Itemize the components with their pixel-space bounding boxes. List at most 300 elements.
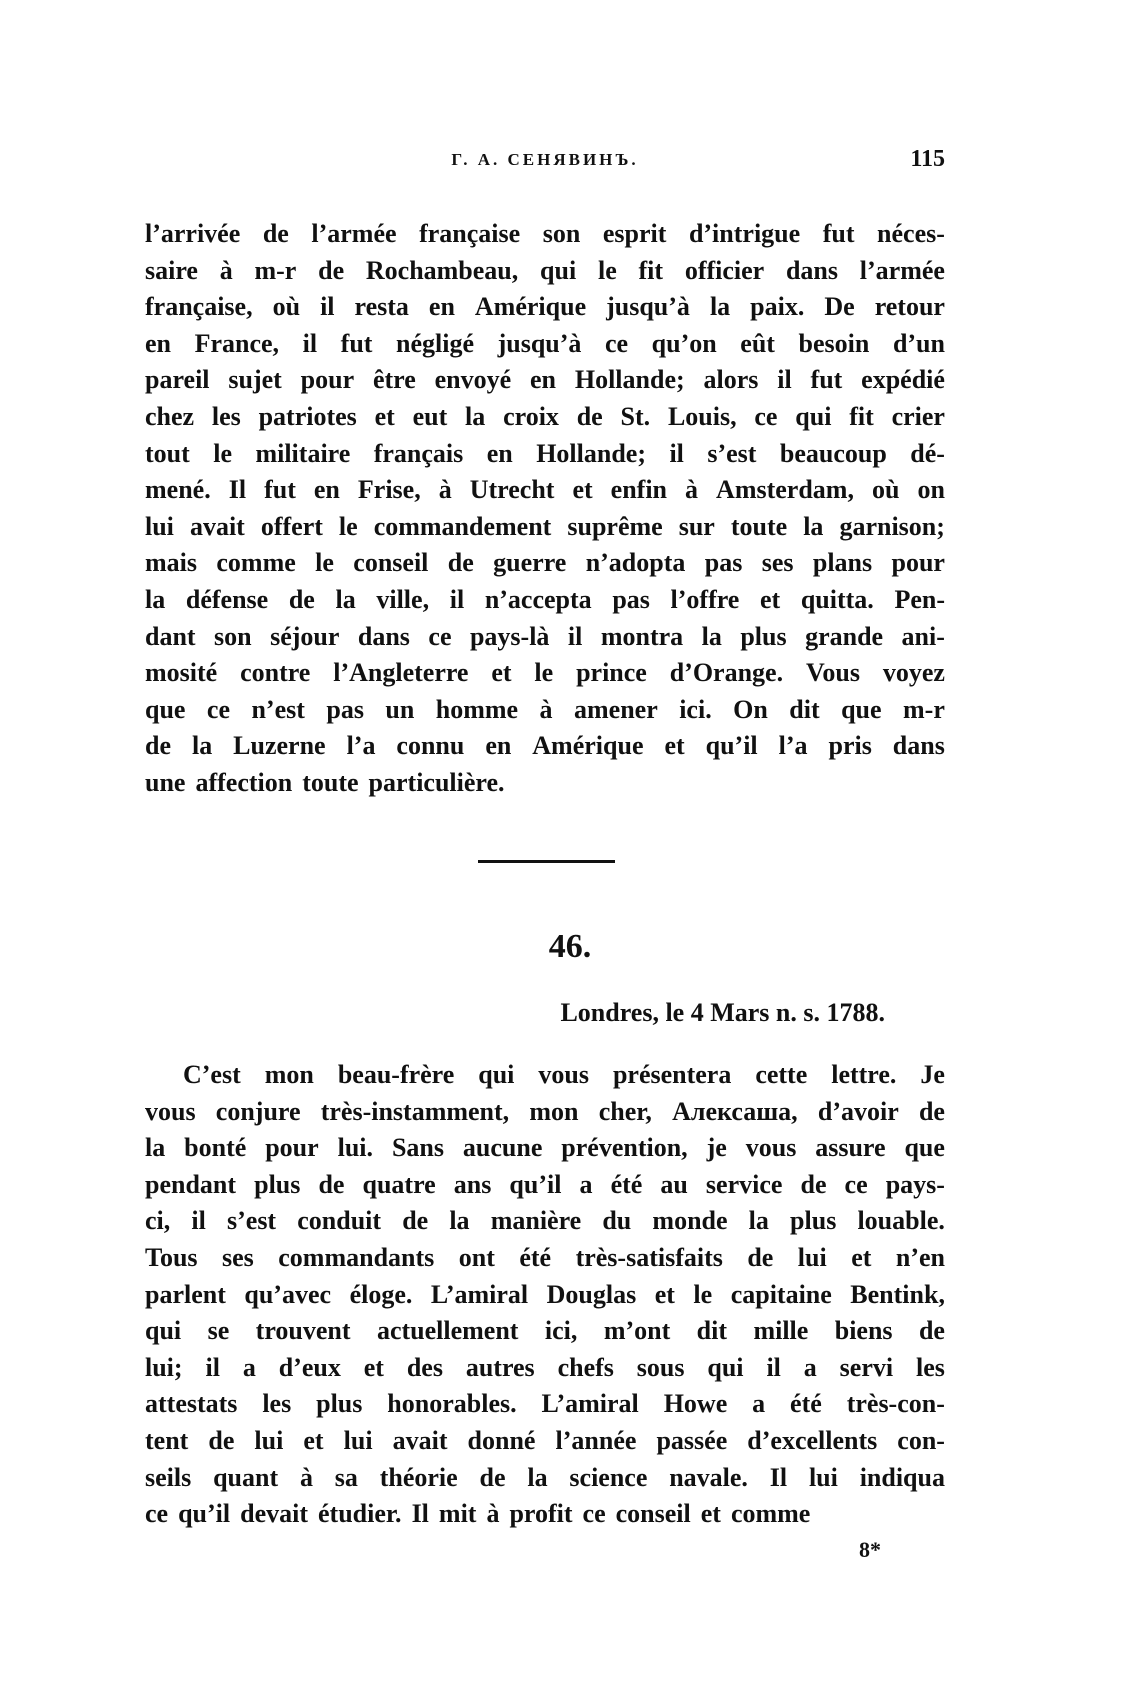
word: lui (808, 1462, 838, 1492)
word: commandants (278, 1242, 435, 1272)
word: il (302, 328, 318, 358)
word: Hollande; (574, 365, 685, 395)
word: Je (920, 1060, 945, 1089)
word: la (145, 584, 166, 614)
word: que (904, 1133, 945, 1163)
word: conjure (215, 1096, 301, 1126)
word: les (211, 401, 241, 431)
word: science (569, 1462, 648, 1492)
word: a (242, 1352, 256, 1382)
word: vous (538, 1060, 589, 1089)
word: C’est (183, 1060, 241, 1089)
section-divider (478, 860, 615, 863)
word: il (669, 438, 684, 468)
word: fut (822, 219, 855, 248)
text-line (145, 1423, 945, 1460)
word: voyez (882, 658, 945, 688)
word: et (572, 475, 593, 505)
word: L’amiral (541, 1389, 639, 1419)
word: De (824, 292, 855, 322)
word: cette (755, 1060, 808, 1089)
word: française, (145, 292, 253, 322)
word: m’ont (603, 1316, 671, 1346)
word: la (803, 511, 824, 541)
word: ont (458, 1242, 495, 1272)
word: chefs (557, 1352, 614, 1382)
word: du (602, 1206, 632, 1236)
word: il (205, 1352, 220, 1382)
word: service (705, 1169, 783, 1199)
page-number: 115 (910, 146, 945, 172)
word: con- (897, 1425, 945, 1455)
word: conseil (615, 1499, 691, 1529)
word: a (803, 1352, 817, 1382)
word: des (406, 1352, 443, 1382)
word: qu’il (509, 1169, 562, 1199)
word: au (660, 1169, 688, 1199)
word: de (318, 255, 345, 285)
word: de (747, 1242, 774, 1272)
word: cher, (598, 1096, 652, 1126)
word: eût (740, 328, 775, 358)
word: le (597, 255, 617, 285)
text-line (145, 1386, 945, 1423)
word: L’amiral (430, 1279, 529, 1309)
word: d’eux (278, 1352, 341, 1382)
word: de (918, 1316, 945, 1346)
word: que (145, 694, 186, 724)
word: ce (844, 1169, 868, 1199)
word: où (871, 475, 900, 505)
text-line (145, 1130, 945, 1167)
word: Howe (663, 1389, 728, 1419)
word: Pen- (894, 584, 945, 614)
word: bonté (184, 1133, 247, 1163)
word: plus (740, 621, 787, 651)
word: n’en (895, 1242, 945, 1272)
word: son (542, 219, 581, 248)
word: militaire (255, 438, 351, 468)
word: en (530, 365, 557, 395)
text-line (145, 582, 945, 619)
word: à (299, 1462, 313, 1492)
word: plans (812, 548, 873, 578)
word: pareil (145, 365, 210, 395)
word: lui; (145, 1352, 183, 1382)
word: à (219, 255, 233, 285)
text-line (145, 326, 945, 363)
word: a (579, 1169, 593, 1199)
word: garnison; (839, 511, 945, 541)
word: aucune (462, 1133, 543, 1163)
word: d’Orange. (669, 658, 784, 688)
word: Luzerne (233, 731, 326, 761)
text-line (145, 289, 945, 326)
word: à (438, 475, 452, 505)
word: la (145, 1133, 166, 1163)
word: mais (145, 548, 197, 578)
word: pendant (145, 1169, 237, 1199)
word: attestats (145, 1389, 238, 1419)
word: ville, (376, 584, 430, 614)
word: commandement (373, 511, 552, 541)
word: suprême (567, 511, 663, 541)
word: ses (761, 548, 794, 578)
word: jusqu’à (606, 292, 690, 322)
word: fut (810, 365, 843, 395)
word: Frise, (357, 475, 421, 505)
text-line (145, 436, 945, 473)
word: conduit (297, 1206, 382, 1236)
word: Il (228, 475, 247, 505)
word: qui (145, 1316, 182, 1346)
word: théorie (379, 1462, 458, 1492)
word: lui (343, 1425, 373, 1455)
word: qui (795, 401, 832, 431)
word: quitta. (800, 584, 874, 614)
word: plus (316, 1389, 363, 1419)
word: une (145, 767, 186, 797)
word: le (315, 548, 334, 578)
word: ici. (679, 694, 712, 724)
word: particulière. (368, 767, 505, 797)
word: fit (849, 401, 874, 431)
text-line (145, 1094, 945, 1131)
text-line (145, 1350, 945, 1387)
word: séjour (270, 621, 340, 651)
word: pour (265, 1133, 319, 1163)
word: très-instamment, (320, 1096, 510, 1126)
word: Hollande; (536, 438, 646, 468)
word: contre (240, 658, 311, 688)
word: lui (145, 511, 174, 541)
word: son (214, 621, 252, 651)
word: mosité (145, 658, 218, 688)
word: Rochambeau, (365, 255, 519, 285)
word: ses (222, 1242, 254, 1272)
word: de (447, 548, 474, 578)
word: seils (145, 1462, 192, 1492)
word: donné (467, 1425, 536, 1455)
word: dé- (910, 438, 945, 468)
word: prince (576, 658, 647, 688)
word: crier (891, 401, 945, 431)
text-line (145, 1240, 945, 1277)
word: l’armée (311, 219, 397, 248)
word: française (419, 219, 521, 248)
word: capitaine (730, 1279, 832, 1309)
word: ce (605, 328, 629, 358)
word: qu’avec (244, 1279, 332, 1309)
word: sous (636, 1352, 685, 1382)
text-line (145, 728, 945, 765)
word: à (685, 475, 699, 505)
word: Il (411, 1499, 429, 1529)
word: dans (785, 255, 839, 285)
word: ce (206, 694, 231, 724)
word: toute (302, 767, 359, 797)
word: se (207, 1316, 230, 1346)
word: alors (703, 365, 759, 395)
word: amener (574, 694, 658, 724)
word: resta (354, 292, 409, 322)
word: chez (145, 401, 195, 431)
continued-paragraph (145, 216, 945, 802)
word: n’adopta (585, 548, 686, 578)
word: ani- (901, 621, 945, 651)
text-line (145, 472, 945, 509)
word: Amsterdam, (716, 475, 854, 505)
text-line (145, 1460, 945, 1497)
word: pas (326, 694, 364, 724)
text-line (145, 399, 945, 436)
word: enfin (610, 475, 668, 505)
word: vous (145, 1096, 196, 1126)
word: patriotes (258, 401, 357, 431)
word: On (733, 694, 768, 724)
text-line (145, 655, 945, 692)
word: Douglas (546, 1279, 637, 1309)
word: Utrecht (469, 475, 555, 505)
word: prévention, (561, 1133, 688, 1163)
word: dit (696, 1316, 728, 1346)
letter-paragraph (145, 1057, 945, 1533)
word: le (693, 1279, 713, 1309)
word: grande (805, 621, 884, 651)
text-line (145, 692, 945, 729)
word: profit (509, 1499, 573, 1529)
word: vous (745, 1133, 797, 1163)
word: tent (145, 1425, 189, 1455)
word: et (654, 1279, 675, 1309)
word: Bentink, (850, 1279, 945, 1309)
word: sa (334, 1462, 358, 1492)
word: on (917, 475, 945, 505)
word: Tous (145, 1242, 198, 1272)
word: l’Angleterre (333, 658, 469, 688)
word: monde (652, 1206, 728, 1236)
word: il (449, 584, 465, 614)
word: sujet (228, 365, 282, 395)
word: et (664, 731, 685, 761)
word: à (486, 1499, 500, 1529)
word: qui (707, 1352, 744, 1382)
word: d’intrigue (688, 219, 801, 248)
word: saire (145, 255, 198, 285)
word: d’avoir (817, 1096, 899, 1126)
word: Amérique (474, 292, 587, 322)
word: actuellement (376, 1316, 519, 1346)
word: pas (612, 584, 650, 614)
word: qu’il (178, 1499, 231, 1529)
word: fit (638, 255, 664, 285)
word: beau-frère (337, 1060, 455, 1089)
word: lui (797, 1242, 827, 1272)
word: expédié (861, 365, 945, 395)
running-title: Г. А. СЕНЯВИНЪ. (451, 150, 639, 169)
word: m-r (903, 694, 945, 724)
word: dit (789, 694, 820, 724)
word: le (534, 658, 554, 688)
word: de (479, 1462, 506, 1492)
word: Sans (391, 1133, 444, 1163)
word: n’accepta (484, 584, 592, 614)
word: et (759, 584, 781, 614)
word: officier (684, 255, 765, 285)
word: lui (254, 1425, 284, 1455)
word: servi (839, 1352, 894, 1382)
word: de (145, 731, 171, 761)
text-line (145, 216, 945, 253)
word: comme (730, 1499, 811, 1529)
word: la (465, 401, 486, 431)
text-line (145, 1496, 945, 1533)
word: l’offre (670, 584, 740, 614)
word: l’armée (859, 255, 945, 285)
word: l’arrivée (145, 219, 241, 248)
word: le (213, 438, 232, 468)
word: toute (730, 511, 788, 541)
word: n’est (251, 694, 305, 724)
word: s’est (707, 438, 757, 468)
word: en (485, 731, 512, 761)
text-line (145, 765, 945, 802)
word: manière (490, 1206, 582, 1236)
word: plus (254, 1169, 301, 1199)
word: être (372, 365, 416, 395)
letter-number: 46. (548, 928, 592, 965)
word: trouvent (255, 1316, 351, 1346)
word: négligé (396, 328, 475, 358)
word: de (402, 1206, 429, 1236)
word: ci, (145, 1206, 171, 1236)
word: besoin (798, 328, 870, 358)
word: Louis, (667, 401, 737, 431)
word: biens (834, 1316, 893, 1346)
word: paix. (750, 292, 805, 322)
word: sur (678, 511, 715, 541)
text-line (145, 509, 945, 546)
word: de (918, 1096, 945, 1126)
word: la (335, 584, 356, 614)
word: très-satisfaits (575, 1242, 723, 1272)
word: offert (260, 511, 323, 541)
word: éloge. (349, 1279, 413, 1309)
word: pour (891, 548, 945, 578)
word: l’a (346, 731, 376, 761)
word: de (318, 1169, 345, 1199)
word: pays- (885, 1169, 945, 1199)
text-line (145, 1057, 945, 1094)
word: de (800, 1169, 827, 1199)
word: conseil (353, 548, 429, 578)
word: de (208, 1425, 235, 1455)
word: jusqu’à (497, 328, 582, 358)
word: mille (753, 1316, 809, 1346)
word: été (610, 1169, 643, 1199)
word: fut (264, 475, 296, 505)
word: qu’il (705, 731, 758, 761)
word: et (700, 1499, 721, 1529)
word: St. (620, 401, 651, 431)
word: autres (465, 1352, 535, 1382)
word: en (486, 438, 513, 468)
word: de (576, 401, 603, 431)
word: en (145, 328, 171, 358)
text-line (145, 1277, 945, 1314)
word: quatre (362, 1169, 436, 1199)
word: qui (540, 255, 577, 285)
word: dant (145, 621, 196, 651)
word: il (191, 1206, 206, 1236)
text-line (145, 1203, 945, 1240)
word: louable. (857, 1206, 945, 1236)
word: à (539, 694, 553, 724)
word: en (313, 475, 340, 505)
word: croix (503, 401, 559, 431)
word: néces- (877, 219, 945, 248)
word: mon (264, 1060, 314, 1089)
word: quant (213, 1462, 279, 1492)
word: connu (396, 731, 465, 761)
word: il (766, 1352, 781, 1382)
word: et (491, 658, 512, 688)
word: la (701, 621, 722, 651)
word: la (709, 292, 731, 322)
word: s’est (227, 1206, 277, 1236)
word: lettre. (831, 1060, 897, 1089)
word: devait (240, 1499, 309, 1529)
word: montra (600, 621, 684, 651)
word: la (191, 731, 213, 761)
word: mit (438, 1499, 477, 1529)
word: mon (529, 1096, 579, 1126)
text-line (145, 619, 945, 656)
text-line (145, 253, 945, 290)
word: envoyé (434, 365, 512, 395)
word: en (428, 292, 455, 322)
word: pour (300, 365, 355, 395)
word: la (527, 1462, 548, 1492)
word: Il (769, 1462, 788, 1492)
text-line (145, 362, 945, 399)
word: mené. (145, 475, 211, 505)
word: le (338, 511, 358, 541)
word: les (915, 1352, 945, 1382)
word: la (449, 1206, 470, 1236)
word: pays-là (469, 621, 550, 651)
word: de (262, 219, 289, 248)
word: avait (392, 1425, 448, 1455)
word: a (752, 1389, 766, 1419)
word: un (385, 694, 415, 724)
word: d’excellents (747, 1425, 878, 1455)
word: et (363, 1352, 384, 1382)
word: eut (412, 401, 448, 431)
signature-mark: 8* (859, 1537, 881, 1562)
word: et (374, 401, 395, 431)
word: guerre (493, 548, 567, 578)
word: ce (145, 1499, 169, 1529)
word: retour (874, 292, 945, 322)
word: ans (453, 1169, 492, 1199)
word: Amérique (532, 731, 644, 761)
word: beaucoup (779, 438, 887, 468)
word: honorables. (387, 1389, 517, 1419)
letter-dateline: Londres, le 4 Mars n. s. 1788. (560, 998, 885, 1027)
word: été (790, 1389, 822, 1419)
word: comme (216, 548, 296, 578)
